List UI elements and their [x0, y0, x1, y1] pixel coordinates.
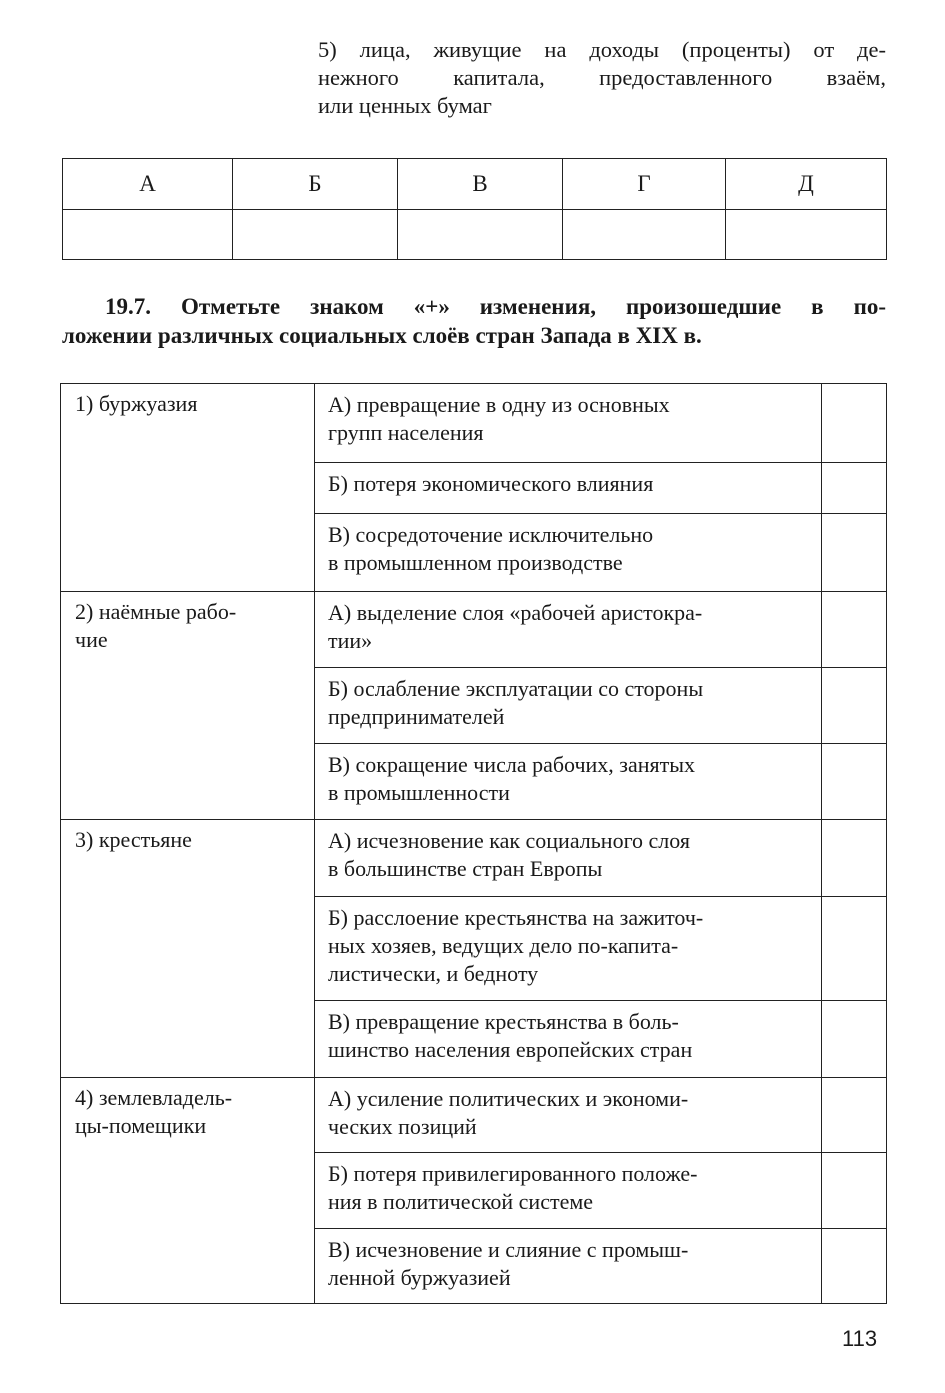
task-line: 19.7. Отметьте знаком «+» изменения, произошедшие в по- — [105, 294, 886, 319]
mark-cell[interactable] — [822, 820, 887, 897]
social-group-label: 3) крестьяне — [61, 820, 315, 1078]
answer-header: Г — [563, 159, 726, 210]
answer-header: Б — [233, 159, 398, 210]
social-group-label: 1) буржуазия — [61, 384, 315, 592]
table-row — [61, 384, 887, 463]
mark-cell[interactable] — [822, 1153, 887, 1229]
answer-table — [62, 158, 887, 260]
intro-line: нежного капитала, предоставленного взаём, — [318, 65, 886, 90]
answer-cell[interactable] — [233, 210, 398, 260]
mark-cell[interactable] — [822, 514, 887, 592]
mark-cell[interactable] — [822, 384, 887, 463]
intro-paragraph — [318, 36, 886, 120]
change-option: В) сокращение числа рабочих, занятых в промышленности — [315, 744, 822, 820]
mark-cell[interactable] — [822, 463, 887, 514]
change-option: Б) ослабление эксплуатации со стороны предпринимателей — [315, 668, 822, 744]
change-option: Б) потеря экономического влияния — [315, 463, 822, 514]
change-option: А) усиление политических и экономи- ческих позиций — [315, 1078, 822, 1153]
task-line: ложении различных социальных слоёв стран Запада в XIX в. — [62, 323, 702, 348]
social-group-label: 2) наёмные рабо- чие — [61, 592, 315, 820]
social-changes-table — [60, 383, 887, 1304]
social-group-label: 4) землевладель- цы-помещики — [61, 1078, 315, 1304]
table-row — [61, 820, 887, 897]
change-option: В) превращение крестьянства в боль- шинство населения европейских стран — [315, 1001, 822, 1078]
mark-cell[interactable] — [822, 592, 887, 668]
answer-cell[interactable] — [563, 210, 726, 260]
answer-cell[interactable] — [398, 210, 563, 260]
intro-line: или ценных бумаг — [318, 93, 492, 118]
change-option: Б) расслоение крестьянства на зажиточ- ных хозяев, ведущих дело по-капита- листически, и бедноту — [315, 897, 822, 1001]
change-option: Б) потеря привилегированного положе- ния в политической системе — [315, 1153, 822, 1229]
answer-header: Д — [726, 159, 887, 210]
mark-cell[interactable] — [822, 1078, 887, 1153]
change-option: А) исчезновение как социального слоя в большинстве стран Европы — [315, 820, 822, 897]
mark-cell[interactable] — [822, 744, 887, 820]
answer-cell[interactable] — [63, 210, 233, 260]
change-option: В) сосредоточение исключительно в промышленном производстве — [315, 514, 822, 592]
task-heading — [62, 292, 886, 350]
table-row — [61, 592, 887, 668]
answer-header: А — [63, 159, 233, 210]
answer-cell[interactable] — [726, 210, 887, 260]
change-option: А) выделение слоя «рабочей аристокра- тии» — [315, 592, 822, 668]
mark-cell[interactable] — [822, 1001, 887, 1078]
mark-cell[interactable] — [822, 897, 887, 1001]
mark-cell[interactable] — [822, 1229, 887, 1304]
change-option: В) исчезновение и слияние с промыш- ленной буржуазией — [315, 1229, 822, 1304]
answer-header: В — [398, 159, 563, 210]
page-number: 113 — [842, 1326, 878, 1351]
intro-line: 5) лица, живущие на доходы (проценты) от де- — [318, 37, 886, 62]
change-option: А) превращение в одну из основных групп населения — [315, 384, 822, 463]
table-row — [61, 1078, 887, 1153]
mark-cell[interactable] — [822, 668, 887, 744]
